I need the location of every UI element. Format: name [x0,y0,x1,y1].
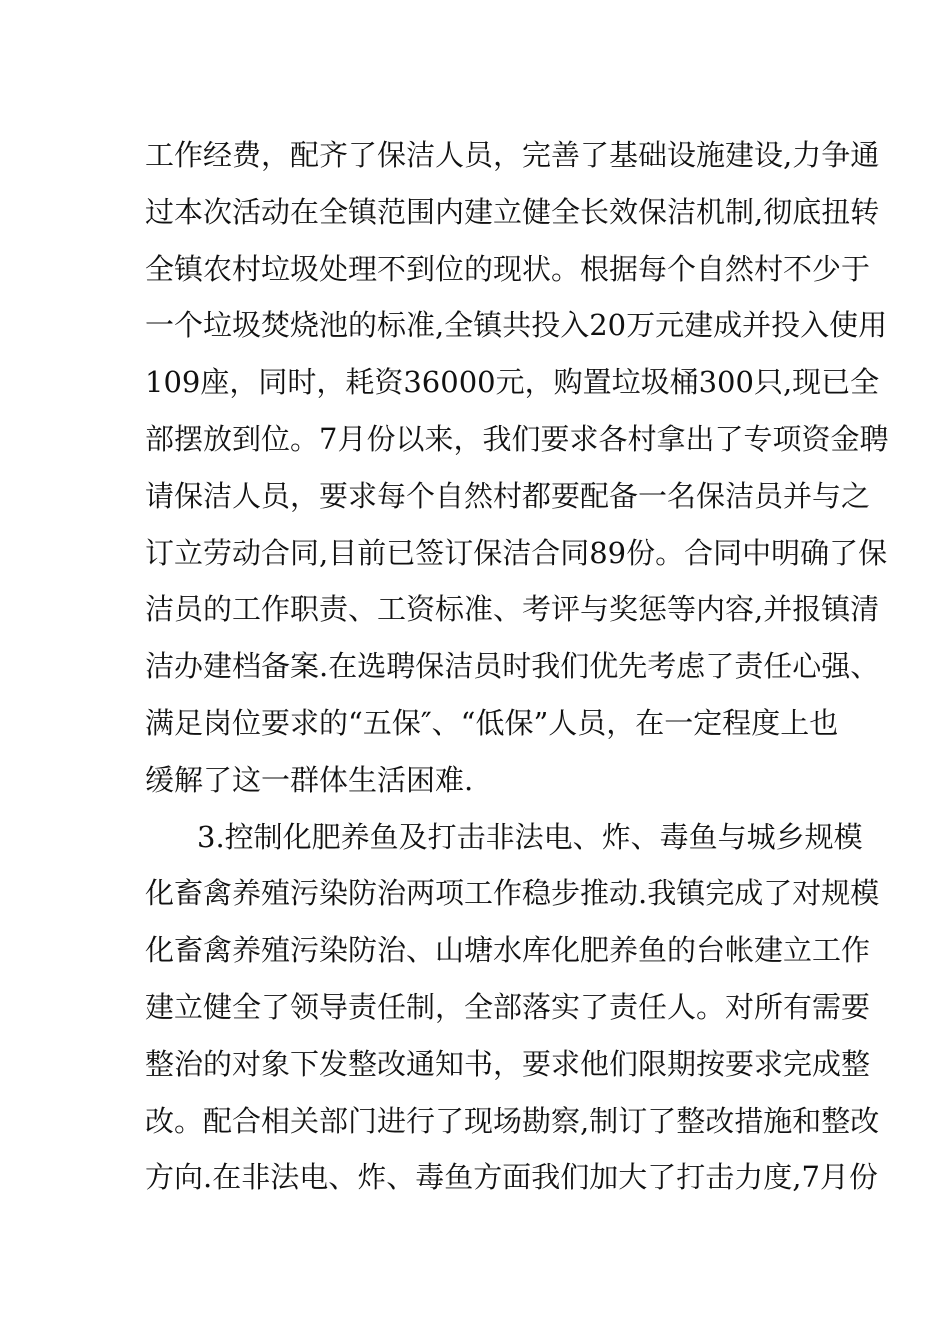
text-line: 109座，同时，耗资36000元，购置垃圾桶300只,现已全 [145,365,880,399]
text-line: 订立劳动合同,目前已签订保洁合同89份。合同中明确了保 [145,536,888,570]
text-line: 过本次活动在全镇范围内建立健全长效保洁机制,彻底扭转 [145,195,880,229]
text-line: 一个垃圾焚烧池的标准,全镇共投入20万元建成并投入使用 [145,308,888,342]
section-heading-line: 3.控制化肥养鱼及打击非法电、炸、毒鱼与城乡规模 [197,820,863,854]
text-line: 方向.在非法电、炸、毒鱼方面我们加大了打击力度,7月份 [145,1160,878,1194]
text-line: 洁员的工作职责、工资标准、考评与奖惩等内容,并报镇清 [145,592,880,626]
text-line: 改。配合相关部门进行了现场勘察,制订了整改措施和整改 [145,1104,880,1138]
text-line: 洁办建档备案.在选聘保洁员时我们优先考虑了责任心强、 [145,649,880,683]
text-line: 全镇农村垃圾处理不到位的现状。根据每个自然村不少于 [145,252,871,286]
text-line: 化畜禽养殖污染防治、山塘水库化肥养鱼的台帐建立工作 [145,933,871,967]
text-line: 建立健全了领导责任制，全部落实了责任人。对所有需要 [145,990,871,1024]
paragraph-end-line: 缓解了这一群体生活困难. [145,763,474,797]
text-line: 化畜禽养殖污染防治两项工作稳步推动.我镇完成了对规模 [145,876,880,910]
text-line: 请保洁人员，要求每个自然村都要配备一名保洁员并与之 [145,479,871,513]
text-line: 满足岗位要求的“五保″、“低保”人员，在一定程度上也 [145,706,839,740]
text-line: 部摆放到位。7月份以来，我们要求各村拿出了专项资金聘 [145,422,889,456]
text-line: 工作经费，配齐了保洁人员，完善了基础设施建设,力争通 [145,138,880,172]
text-line: 整治的对象下发整改通知书，要求他们限期按要求完成整 [145,1047,871,1081]
